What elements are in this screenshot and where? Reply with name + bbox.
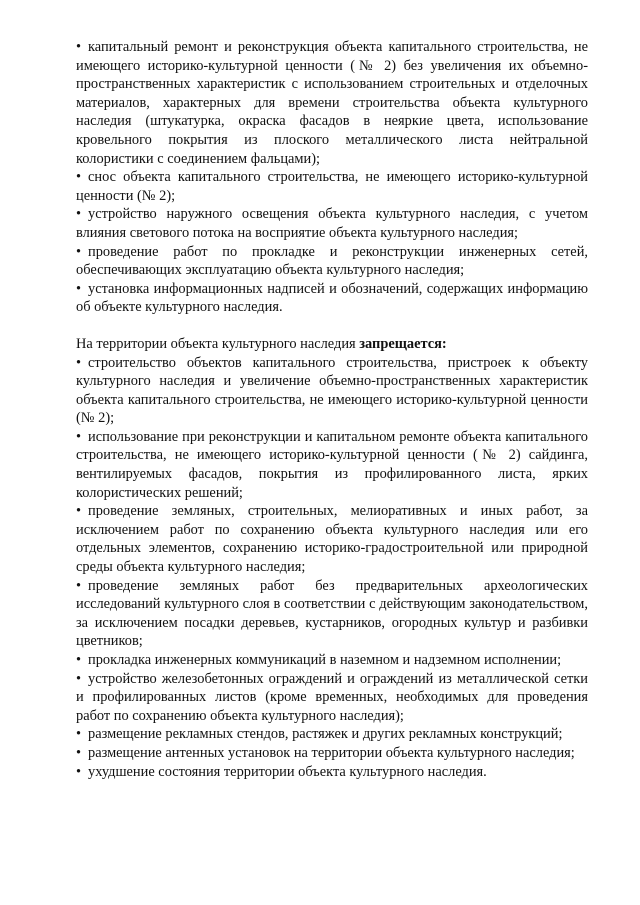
list-item: • проведение работ по прокладке и реконструкции инженерных сетей, обеспечивающих эксплуатацию объекта культурного наследия;	[76, 243, 588, 279]
section-spacer	[76, 317, 588, 335]
prohibited-list	[76, 354, 588, 782]
list-item: • размещение рекламных стендов, растяжек и других рекламных конструкций;	[76, 726, 563, 743]
bullet-icon: •	[76, 652, 82, 668]
list-item: • установка информационных надписей и обозначений, содержащих информацию об объекте культурного наследия.	[76, 280, 588, 316]
bullet-icon: •	[76, 726, 82, 743]
list-item: • проведение земляных работ без предварительных археологических исследований культурного слоя в соответствии с действующим законодательством, за исключением посадки деревьев, кустарников, огородных культур и разбивки цветников;	[76, 577, 588, 650]
bullet-icon: •	[76, 503, 82, 520]
allowed-list	[76, 38, 588, 317]
bullet-icon: •	[76, 206, 82, 223]
bullet-icon: •	[76, 354, 82, 371]
bullet-icon: •	[76, 577, 82, 594]
bullet-icon: •	[76, 763, 82, 780]
list-item: • проведение земляных, строительных, мелиоративных и иных работ, за исключением работ по сохранению объекта культурного наследия или его отдельных элементов, сохранению историко-градостроительной или природной среды объекта культурного наследия;	[76, 503, 588, 576]
bullet-icon: •	[76, 243, 82, 260]
list-item: • капитальный ремонт и реконструкция объекта капитального строительства, не имеющего историко-культурной ценности (№ 2) без увеличения их объемно-пространственных характеристик с использованием строительных и отделочных материалов, характерных для времени строительства объекта культурного наследия (штукатурка, окраска фасадов в неяркие цвета, использование кровельного покрытия из плоского металлического листа нейтральной колористики с соединением фальцами);	[76, 39, 588, 167]
list-item: • устройство наружного освещения объекта культурного наследия, с учетом влияния светового потока на восприятие объекта культурного наследия;	[76, 206, 588, 241]
bullet-icon: •	[76, 280, 82, 297]
bullet-icon: •	[76, 670, 82, 687]
bullet-icon: •	[76, 39, 82, 55]
prohibited-heading: На территории объекта культурного наследия запрещается:	[76, 335, 447, 352]
list-item: • устройство железобетонных ограждений и ограждений из металлической сетки и профилированных листов (кроме временных, необходимых для проведения работ по сохранению объекта культурного наследия);	[76, 670, 588, 724]
list-item: • ухудшение состояния территории объекта культурного наследия.	[76, 763, 487, 780]
bullet-icon: •	[76, 744, 82, 761]
document-page	[76, 38, 588, 781]
list-item: • строительство объектов капитального строительства, пристроек к объекту культурного наследия и увеличение объемно-пространственных характеристик объекта капитального строительства, не имеющего историко-культурной ценности (№ 2);	[76, 354, 588, 427]
bullet-icon: •	[76, 428, 82, 445]
list-item: • прокладка инженерных коммуникаций в наземном и надземном исполнении;	[76, 652, 562, 668]
list-item: • снос объекта капитального строительства, не имеющего историко-культурной ценности (№ 2);	[76, 169, 588, 204]
list-item: • использование при реконструкции и капитальном ремонте объекта капитального строительства, не имеющего историко-культурной ценности (№ 2) сайдинга, вентилируемых фасадов, покрытия из профилированного листа, ярких колористических решений;	[76, 428, 588, 501]
list-item: • размещение антенных установок на территории объекта культурного наследия;	[76, 744, 575, 761]
bullet-icon: •	[76, 169, 82, 186]
